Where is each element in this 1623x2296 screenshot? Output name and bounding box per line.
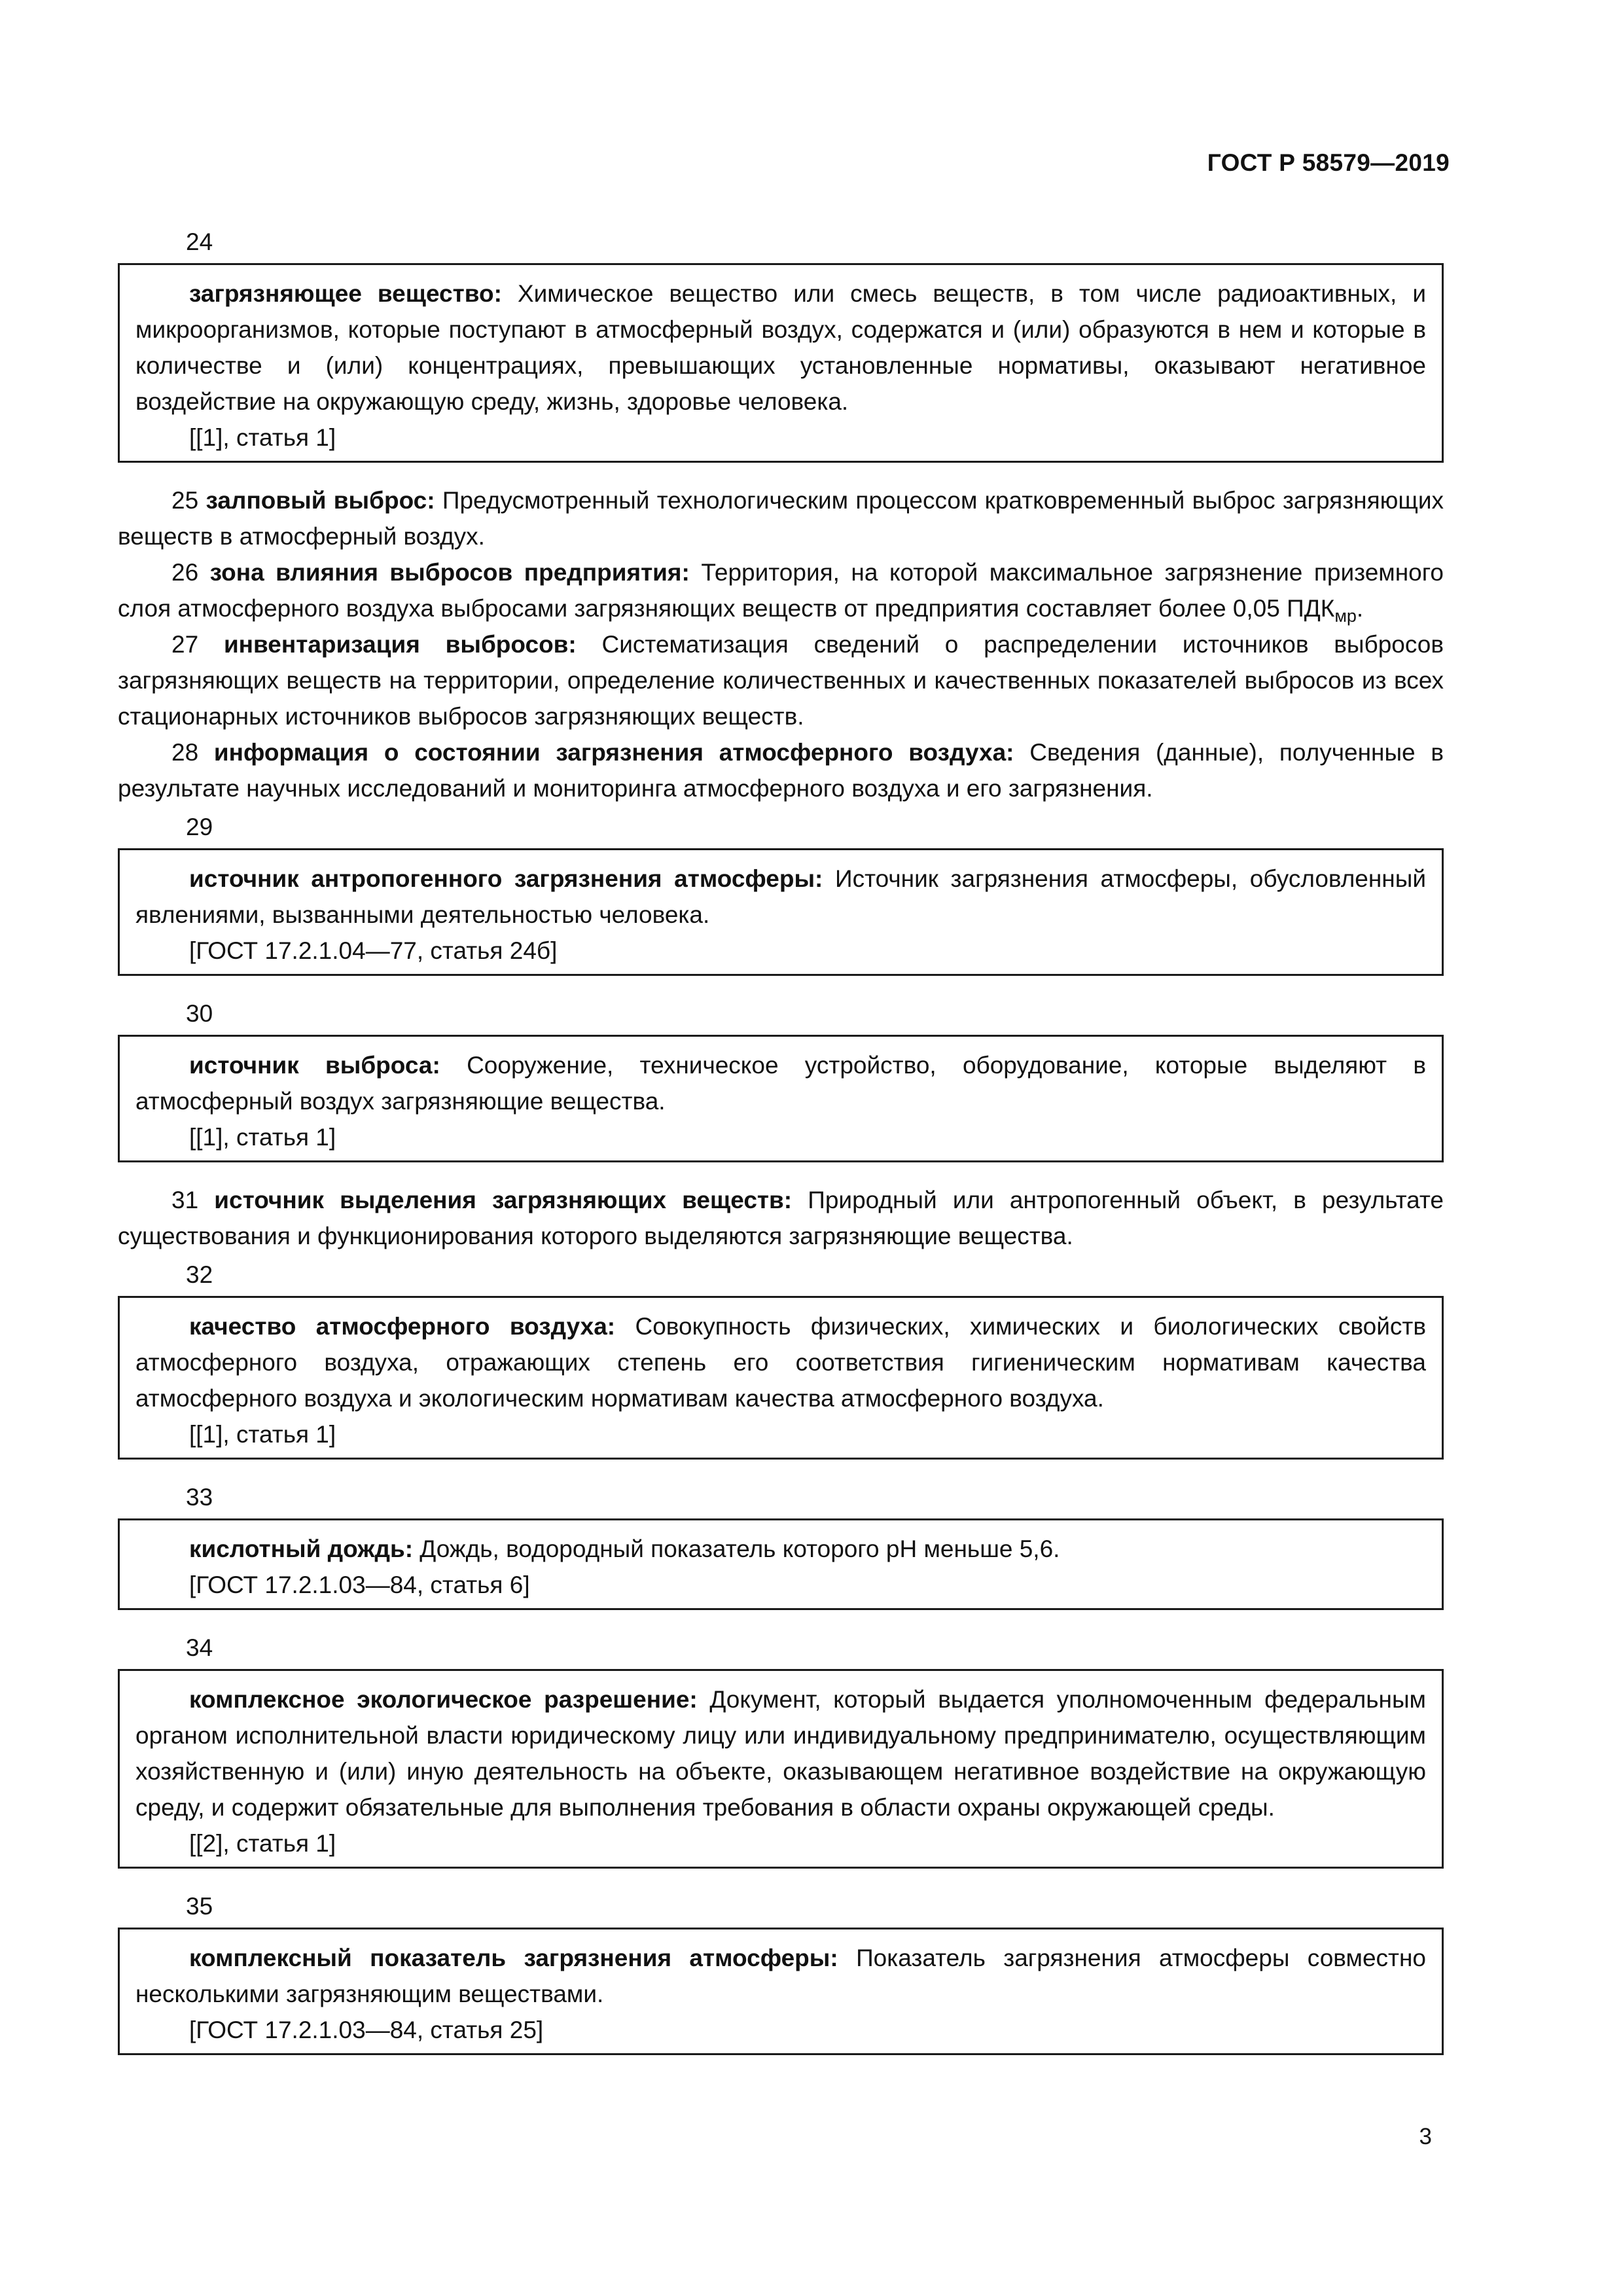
- term-definition: [135, 1681, 1426, 1825]
- term-number: 25: [171, 487, 199, 514]
- page-number: 3: [1419, 2124, 1432, 2149]
- term-name: залповый выброс:: [205, 487, 435, 514]
- term-number: 33: [186, 1484, 213, 1511]
- term-name: инвентаризация выбросов:: [223, 631, 577, 658]
- term-definition: [135, 1308, 1426, 1416]
- term-paragraph: [118, 554, 1444, 626]
- term-box: [118, 1669, 1444, 1869]
- term-name: комплексное экологическое разрешение:: [189, 1686, 698, 1713]
- term-box: [118, 1518, 1444, 1610]
- term-name: источник выброса:: [189, 1052, 440, 1079]
- term-text: Источник загрязнения атмосферы, обусловленный явлениями, вызванными деятельностью человека.: [135, 865, 1427, 928]
- term-text: Сооружение, техническое устройство, оборудование, которые выделяют в атмосферный воздух загрязняющие вещества.: [135, 1052, 1426, 1115]
- term-number: 35: [186, 1893, 213, 1920]
- term-name: комплексный показатель загрязнения атмосферы:: [189, 1945, 838, 1971]
- term-box: [118, 263, 1444, 463]
- term-source: [[1], статья 1]: [189, 1124, 336, 1151]
- term-number: 28: [171, 739, 199, 766]
- terms-list: [118, 224, 1444, 2075]
- term-number: 24: [186, 228, 213, 255]
- term-name: источник антропогенного загрязнения атмосферы:: [189, 865, 823, 892]
- term-text: Территория, на которой максимальное загрязнение приземного слоя атмосферного воздуха выбросами загрязняющих веществ от предприятия составляет более 0,05 ПДК: [118, 559, 1444, 622]
- term-source: [[2], статья 1]: [189, 1830, 336, 1857]
- term-name: загрязняющее вещество:: [189, 280, 502, 307]
- term-text: Дождь, водородный показатель которого pH меньше 5,6.: [413, 1535, 1060, 1562]
- term-source: [ГОСТ 17.2.1.04—77, статья 24б]: [189, 937, 558, 964]
- term-tail: .: [1356, 595, 1364, 622]
- subscript: мр: [1334, 606, 1357, 626]
- term-paragraph: [118, 1182, 1444, 1254]
- term-definition: [135, 276, 1426, 420]
- term-paragraph: [118, 482, 1444, 554]
- term-box: [118, 1035, 1444, 1162]
- term-name: зона влияния выбросов предприятия:: [209, 559, 690, 586]
- term-name: источник выделения загрязняющих веществ:: [214, 1187, 793, 1213]
- term-definition: [135, 861, 1426, 933]
- term-number: 29: [186, 814, 213, 840]
- term-text: Совокупность физических, химических и биологических свойств атмосферного воздуха, отражающих степень его соответствия гигиеническим нормативам качества атмосферного воздуха и экологическим нормативам качества атмосферного воздуха.: [135, 1313, 1426, 1412]
- term-paragraph: [118, 734, 1444, 806]
- term-source: [[1], статья 1]: [189, 1421, 336, 1448]
- term-definition: [135, 1940, 1426, 2012]
- term-name: качество атмосферного воздуха:: [189, 1313, 616, 1340]
- term-text: Показатель загрязнения атмосферы совместно несколькими загрязняющим веществами.: [135, 1945, 1426, 2007]
- term-box: [118, 848, 1444, 976]
- term-text: Сведения (данные), полученные в результате научных исследований и мониторинга атмосферного воздуха и его загрязнения.: [118, 739, 1444, 802]
- term-number: 27: [171, 631, 199, 658]
- term-source: [[1], статья 1]: [189, 424, 336, 451]
- document-code: ГОСТ Р 58579—2019: [1207, 149, 1450, 176]
- term-box: [118, 1928, 1444, 2055]
- term-box: [118, 1296, 1444, 1460]
- term-source: [ГОСТ 17.2.1.03—84, статья 25]: [189, 2017, 544, 2043]
- term-text: Природный или антропогенный объект, в результате существования и функционирования которого выделяются загрязняющие вещества.: [118, 1187, 1444, 1249]
- term-number: 26: [171, 559, 199, 586]
- term-source: [ГОСТ 17.2.1.03—84, статья 6]: [189, 1571, 530, 1598]
- term-number: 31: [171, 1187, 199, 1213]
- term-name: информация о состоянии загрязнения атмосферного воздуха:: [213, 739, 1014, 766]
- term-text: Химическое вещество или смесь веществ, в том числе радиоактивных, и микроорганизмов, которые поступают в атмосферный воздух, содержатся и (или) образуются в нем и которые в количестве и (или) концентрациях, превышающих установленные нормативы, оказывают негативное воздействие на окружающую среду, жизнь, здоровье человека.: [135, 280, 1426, 415]
- term-number: 32: [186, 1261, 213, 1288]
- term-number: 34: [186, 1634, 213, 1661]
- term-text: Предусмотренный технологическим процессом кратковременный выброс загрязняющих веществ в атмосферный воздух.: [118, 487, 1444, 550]
- term-text: Документ, который выдается уполномоченным федеральным органом исполнительной власти юридическому лицу или индивидуальному предпринимателю, осуществляющим хозяйственную и (или) иную деятельность на объекте, оказывающем негативное воздействие на окружающую среду, и содержит обязательные для выполнения требования в области охраны окружающей среды.: [135, 1686, 1426, 1821]
- term-definition: [135, 1047, 1426, 1119]
- term-text: Систематизация сведений о распределении источников выбросов загрязняющих веществ на территории, определение количественных и качественных показателей выбросов из всех стационарных источников выбросов загрязняющих веществ.: [118, 631, 1444, 730]
- term-name: кислотный дождь:: [189, 1535, 414, 1562]
- term-definition: [135, 1531, 1426, 1567]
- term-paragraph: [118, 626, 1444, 734]
- term-number: 30: [186, 1000, 213, 1027]
